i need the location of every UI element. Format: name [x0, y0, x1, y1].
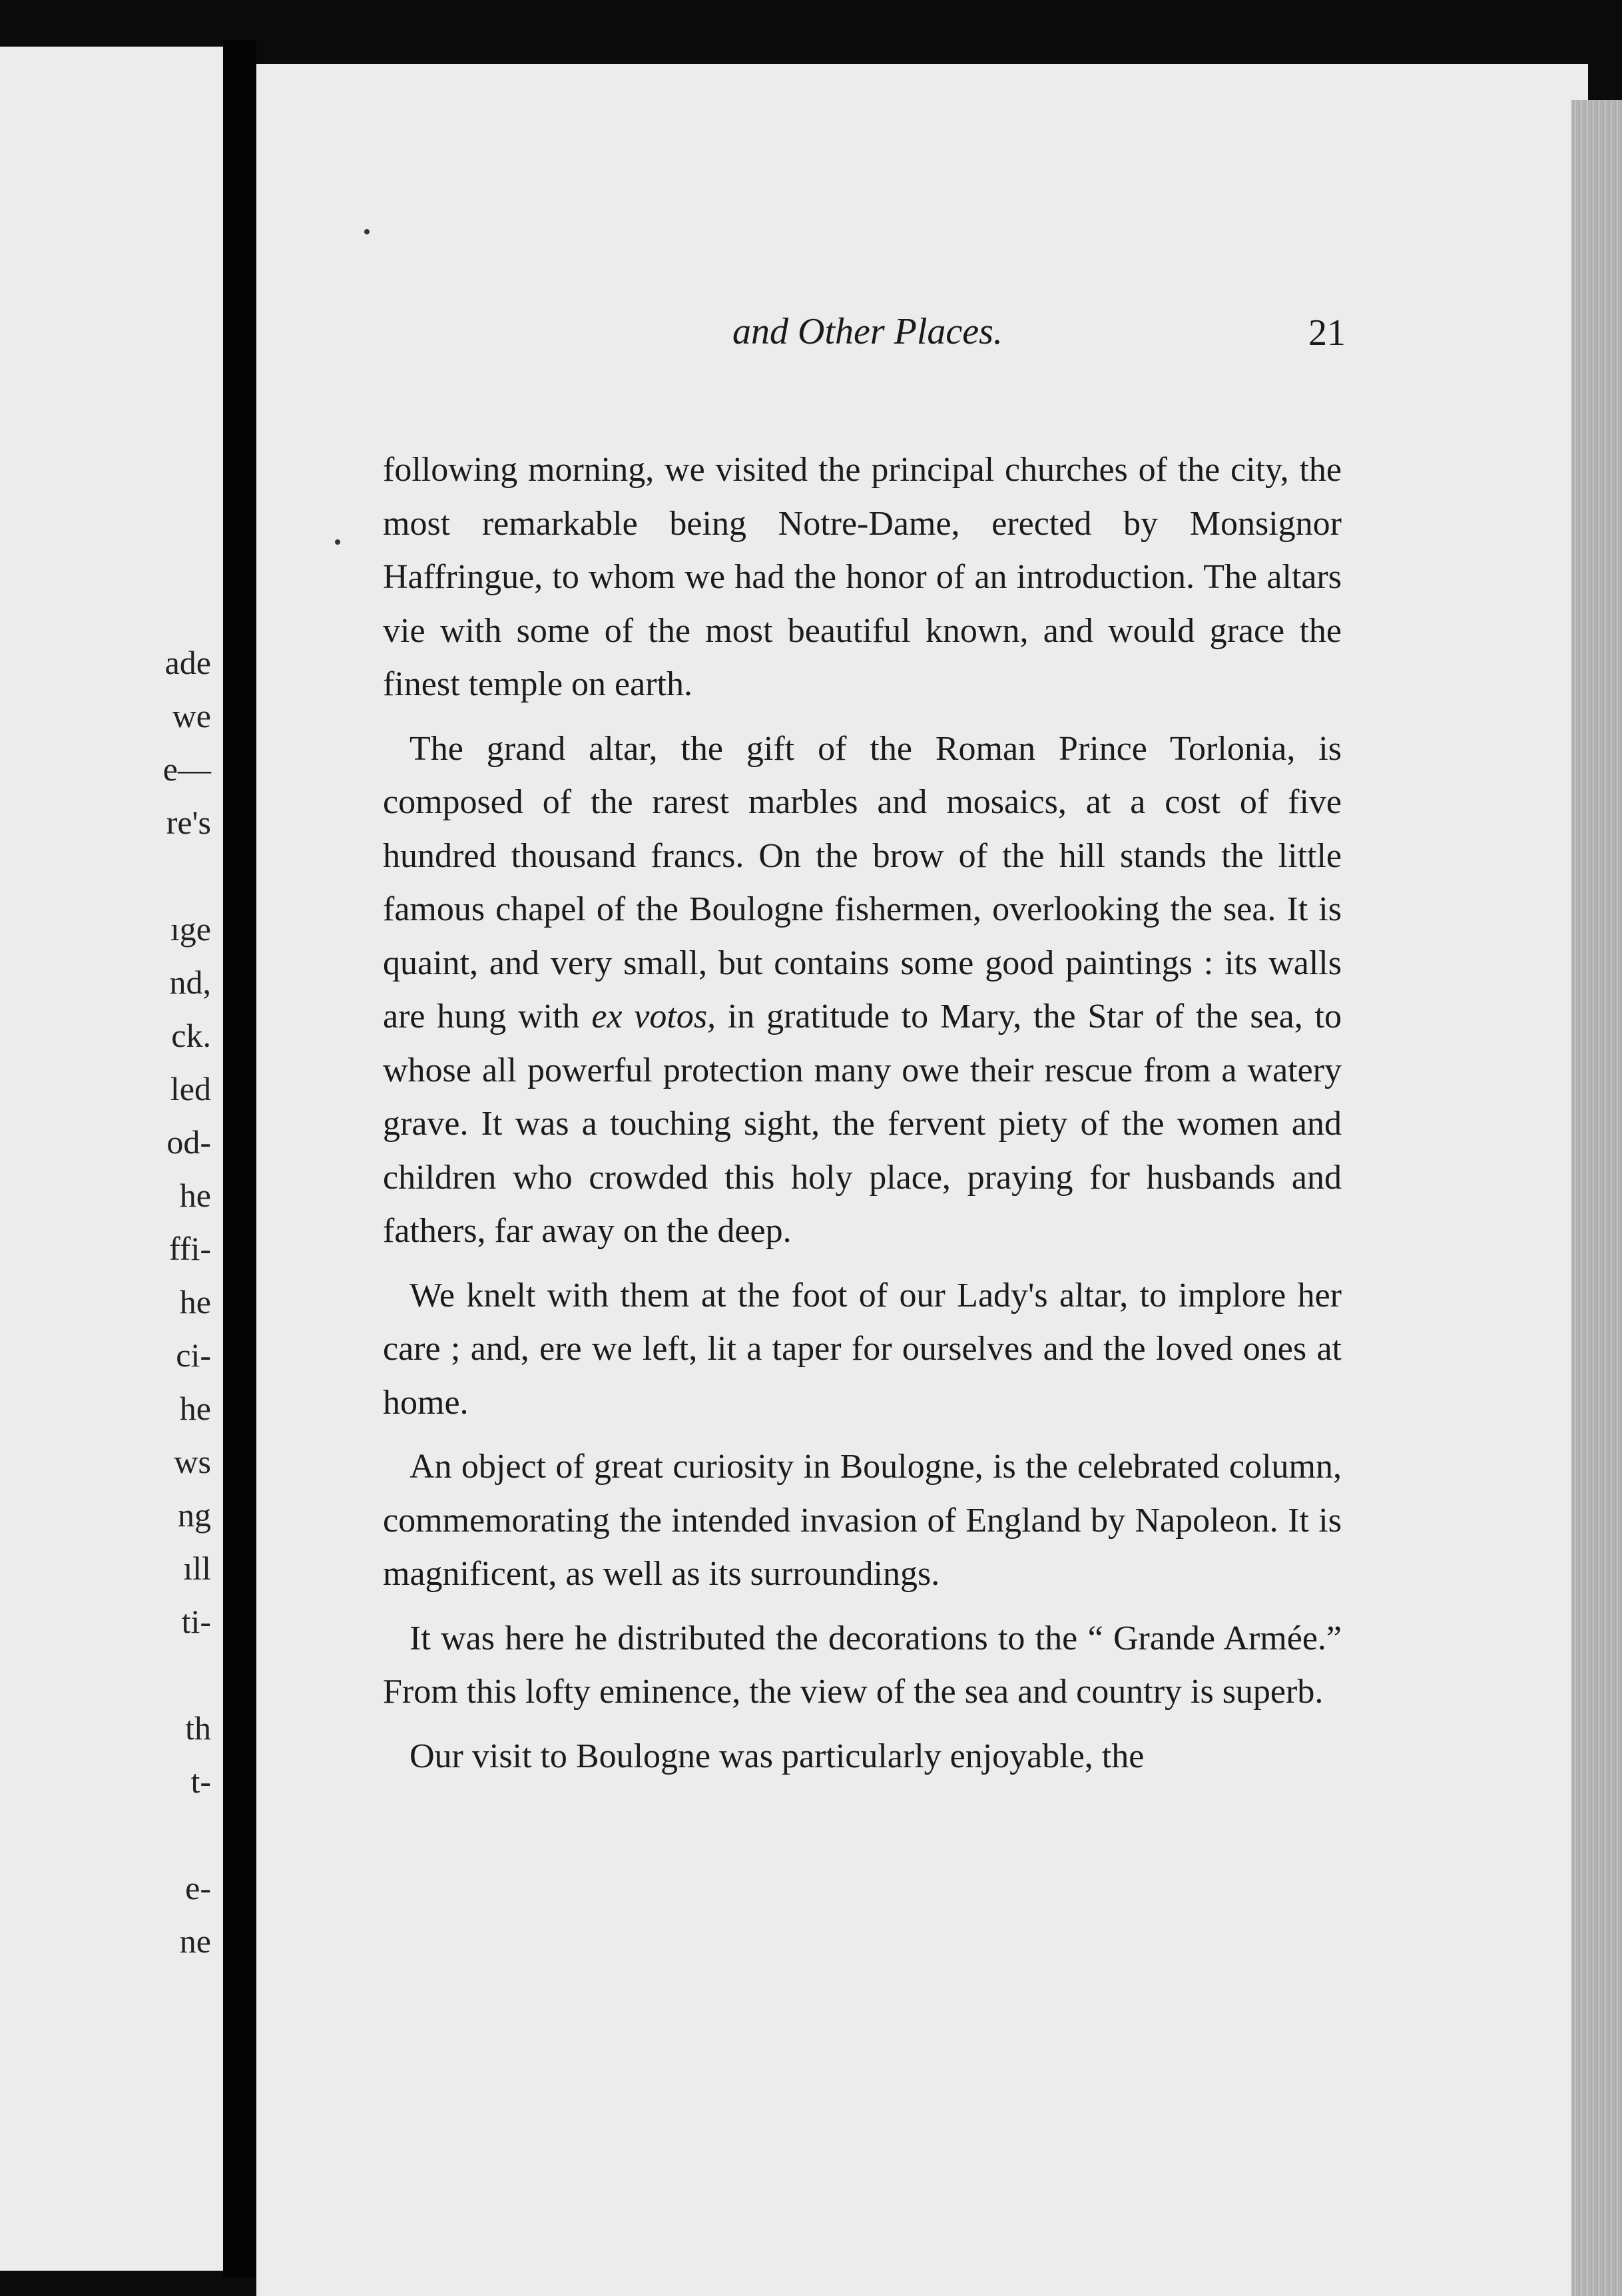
left-fragment: led	[170, 1070, 211, 1107]
left-fragment: ade	[164, 644, 211, 681]
left-fragment: th	[185, 1709, 211, 1747]
running-head-title: and Other Places.	[732, 311, 1003, 352]
paragraph-text: The grand altar, the gift of the Roman Prince Torlonia, is composed of the rarest marbles and mosaics, at a cost of five hundred thousand francs. On the brow of the hill stands the little famous chapel of the Boulogne fishermen, overlooking the sea. It is quaint, and very small, but contains some good paintings : its walls are hung with	[383, 729, 1342, 1035]
left-fragment: re's	[166, 804, 211, 841]
page-number: 21	[1308, 312, 1346, 354]
paper-speck	[364, 229, 370, 234]
paragraph: following morning, we visited the principal churches of the city, the most remarkable being Notre-Dame, erected by Monsignor Haffringue, to whom we had the honor of an introduction. The altars vie with some of the most beautiful known, and would grace the finest temple on earth.	[383, 451, 1342, 703]
italic-phrase: ex votos,	[591, 998, 716, 1035]
left-fragment: he	[179, 1390, 211, 1427]
left-fragment: e—	[162, 750, 211, 788]
left-fragment: od-	[166, 1123, 211, 1161]
body-text	[383, 443, 1342, 1794]
left-page-line-fragments	[0, 47, 223, 2271]
left-facing-page	[0, 47, 223, 2271]
running-head	[256, 64, 1588, 354]
paragraph-text: in gratitude to Mary, the Star of the sea, to whose all powerful protection many owe their rescue from a watery grave. It was a touching sight, the fervent piety of the women and children who crowded this holy place, praying for husbands and fathers, far away on the deep.	[383, 998, 1342, 1250]
left-fragment: nd,	[169, 964, 211, 1001]
left-fragment: e-	[185, 1869, 211, 1906]
book-gutter	[223, 40, 256, 2277]
left-fragment: t-	[190, 1763, 211, 1800]
left-fragment: ffi-	[169, 1230, 211, 1267]
paper-speck	[335, 539, 340, 545]
paragraph: It was here he distributed the decorations to the “ Grande Armée.” From this lofty eminence, the view of the sea and country is superb.	[383, 1619, 1342, 1711]
paragraph: We knelt with them at the foot of our Lady's altar, to implore her care ; and, ere we left, lit a taper for ourselves and the loved ones at home.	[383, 1276, 1342, 1422]
left-fragment: ng	[178, 1496, 211, 1534]
paragraph	[383, 722, 1342, 1259]
page-block-edge	[1571, 100, 1622, 2296]
left-fragment: ws	[174, 1443, 211, 1480]
left-fragment: ne	[179, 1922, 211, 1960]
right-page	[256, 64, 1588, 2296]
left-fragment: he	[179, 1283, 211, 1320]
left-fragment: ıge	[170, 910, 211, 948]
left-fragment: he	[179, 1177, 211, 1214]
left-fragment: ıll	[183, 1550, 211, 1587]
paragraph: An object of great curiosity in Boulogne, is the celebrated column, commemorating the intended invasion of England by Napoleon. It is magnificent, as well as its surroundings.	[383, 1448, 1342, 1593]
left-fragment: ck.	[171, 1017, 211, 1054]
left-fragment: ti-	[181, 1603, 211, 1640]
left-fragment: we	[172, 697, 211, 734]
left-fragment: ci-	[176, 1336, 211, 1374]
paragraph: Our visit to Boulogne was particularly enjoyable, the	[409, 1737, 1145, 1775]
